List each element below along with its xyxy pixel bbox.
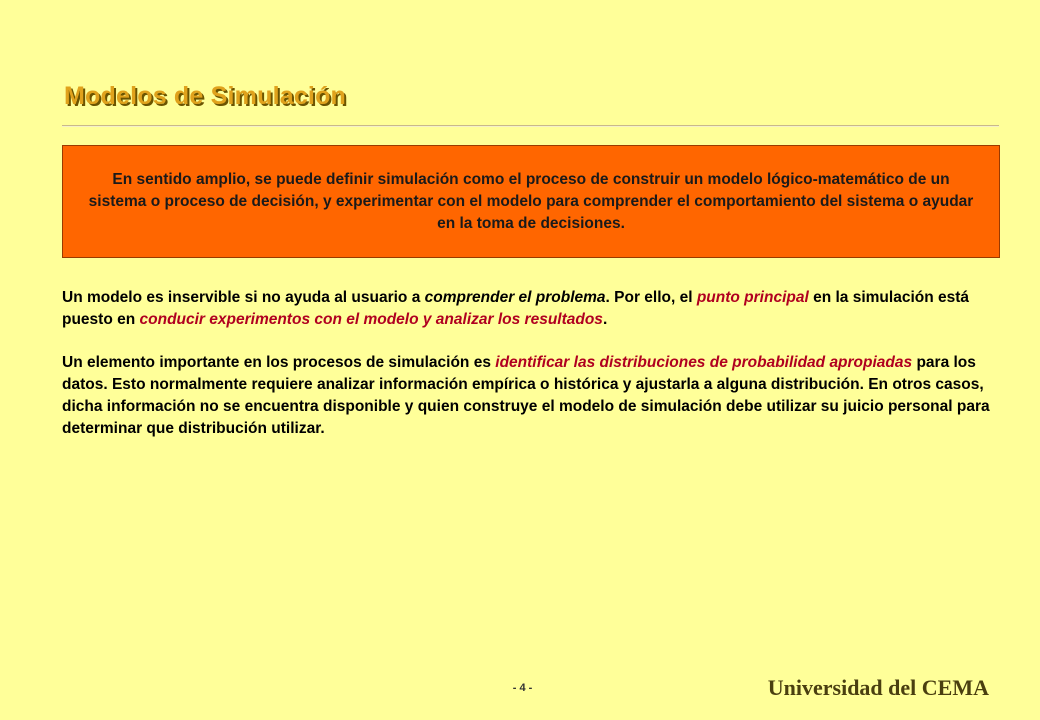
definition-box (62, 145, 1000, 258)
paragraph-1-text-1: Un modelo es inservible si no ayuda al usuario a (62, 289, 425, 306)
paragraph-2-text-1: Un elemento importante en los procesos de simulación es (62, 354, 496, 371)
paragraph-1-emphasis-understand-problem: comprender el problema (424, 289, 606, 306)
definition-text: En sentido amplio, se puede definir simulación como el proceso de construir un modelo lógico-matemático de un sistema o proceso de decisión, y experimentar con el modelo para comprender el comportamiento del sistema o ayudar en la toma de decisiones. (88, 170, 974, 232)
paragraph-distributions (62, 352, 1000, 440)
page-number: - 4 - (512, 682, 533, 694)
paragraph-2-emphasis-distributions: identificar las distribuciones de probabilidad apropiadas (495, 354, 913, 371)
paragraph-1-emphasis-experiments: conducir experimentos con el modelo y analizar los resultados (139, 311, 603, 328)
title-divider (62, 125, 999, 127)
paragraph-1-text-2: . Por ello, el (605, 289, 697, 306)
paragraph-1-text-4: . (602, 311, 608, 328)
paragraph-1-emphasis-main-point: punto principal (696, 289, 809, 306)
paragraph-2-text-2: para los datos. Esto normalmente requiere analizar información empírica o histórica y ajustarla a alguna distribución. En otros casos, dicha información no se encuentra disponible y quien construye el modelo de simulación debe utilizar su juicio personal para determinar que distribución utilizar. (62, 354, 990, 437)
paragraph-1-text-3: en la simulación está puesto en (62, 289, 970, 328)
slide-title: Modelos de Simulación (64, 82, 347, 110)
paragraph-model-usefulness (62, 287, 1000, 331)
university-name: Universidad del CEMA (767, 675, 989, 700)
